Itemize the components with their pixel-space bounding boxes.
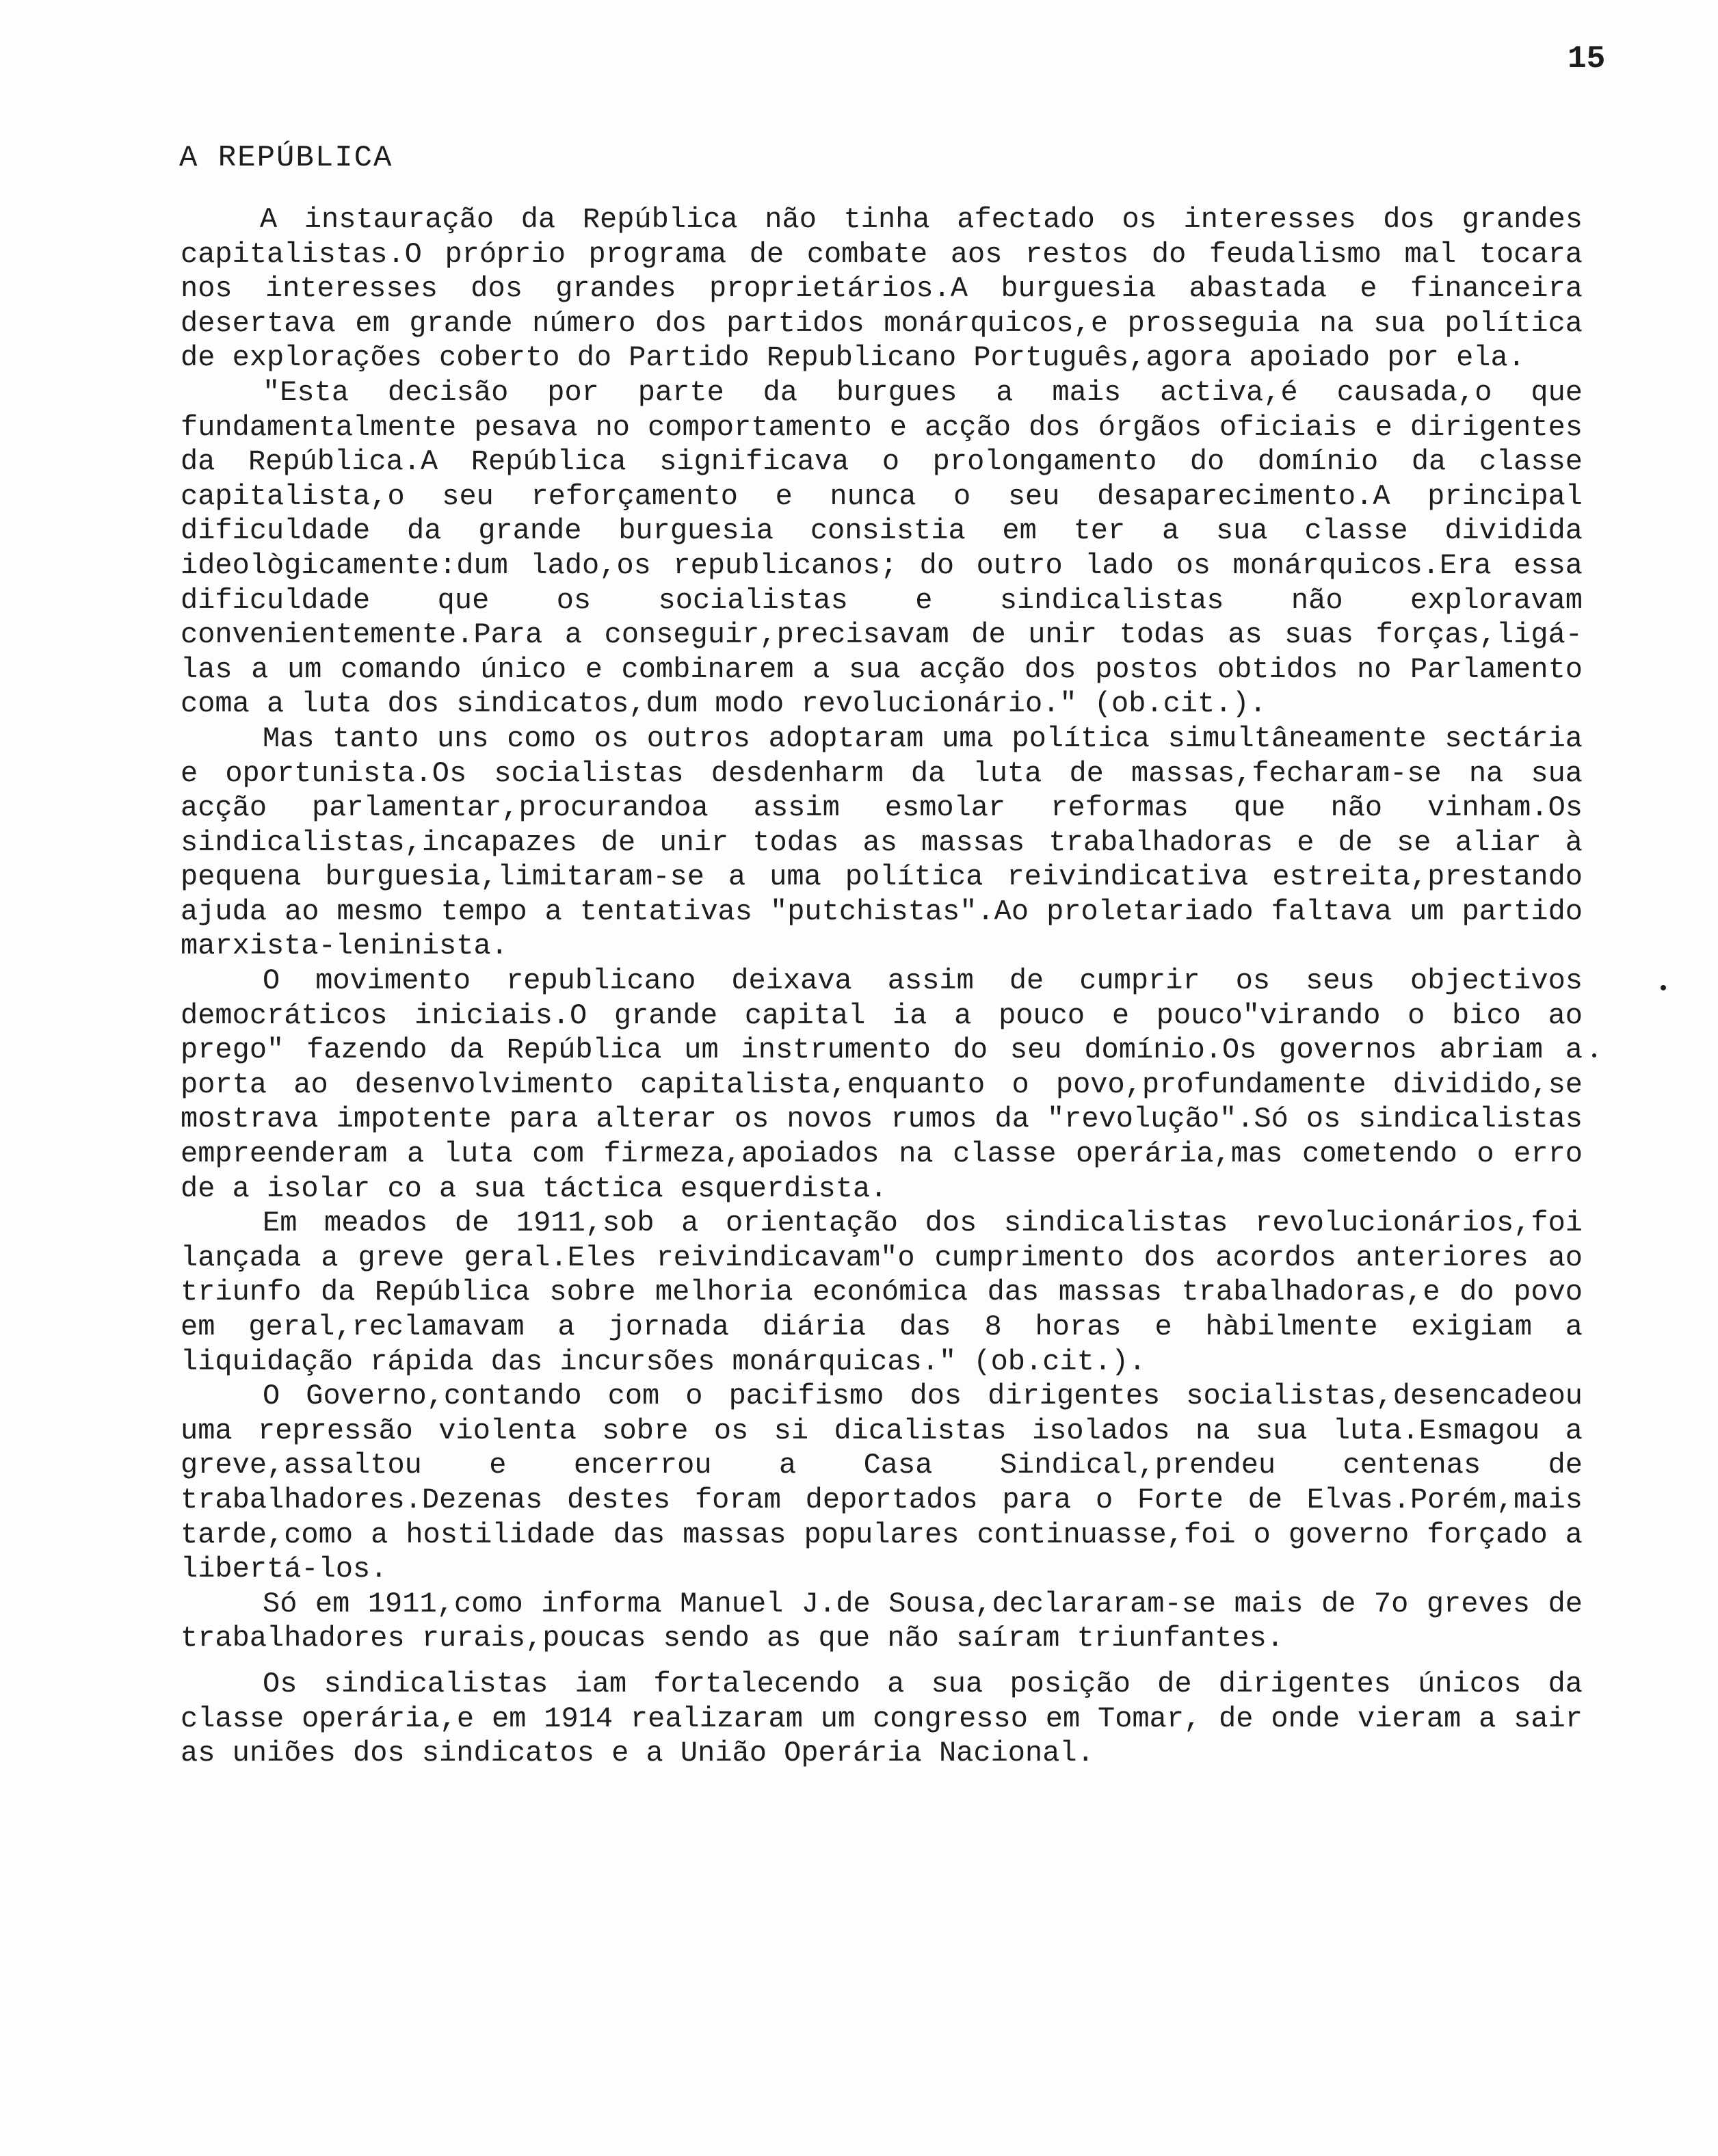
- paragraph: Em meados de 1911,sob a orientação dos sindicalistas revolucionários,foi lançada a greve geral.Eles reivindicavam"o cumprimento dos acordos anteriores ao triunfo da República sobre melhoria económica das massas trabalhadoras,e do povo em geral,reclamavam a jornada diária das 8 horas e hàbilmente exigiam a liquidação rápida das incursões monárquicas." (ob.cit.).: [181, 1207, 1583, 1378]
- paragraph: Os sindicalistas iam fortalecendo a sua posição de dirigentes únicos da classe operária,e em 1914 realizaram um congresso em Tomar, de onde vieram a sair as uniões dos sindicatos e a União Operária Nacional.: [181, 1667, 1583, 1770]
- paragraph: Só em 1911,como informa Manuel J.de Sousa,declararam-se mais de 7o greves de trabalhadores rurais,poucas sendo as que não saíram triunfantes.: [181, 1587, 1583, 1655]
- paragraph: Mas tanto uns como os outros adoptaram uma política simultâneamente sectária e oportunista.Os socialistas desdenharm da luta de massas,fecharam-se na sua acção parlamentar,procurandoa assim esmolar reformas que não vinham.Os sindicalistas,incapazes de unir todas as massas trabalhadoras e de se aliar à pequena burguesia,limitaram-se a uma política reivindicativa estreita,prestando ajuda ao mesmo tempo a tentativas "putchistas".Ao proletariado faltava um partido marxista-leninista.: [181, 722, 1583, 963]
- paragraph: O movimento republicano deixava assim de cumprir os seus objectivos democráticos iniciais.O grande capital ia a pouco e pouco"virando o bico ao prego" fazendo da República um instrumento do seu domínio.Os governos abriam a porta ao desenvolvimento capitalista,enquanto o povo,profundamente dividido,se mostrava impotente para alterar os novos rumos da "revolução".Só os sindicalistas empreenderam a luta com firmeza,apoiados na classe operária,mas cometendo o erro de a isolar co a sua táctica esquerdista.: [181, 964, 1583, 1205]
- section-heading: A REPÚBLICA: [179, 141, 393, 175]
- ink-speck: [1592, 1053, 1596, 1057]
- paragraph: A instauração da República não tinha afectado os interesses dos grandes capitalistas.O próprio programa de combate aos restos do feudalismo mal tocara nos interesses dos grandes proprietários.A burguesia abastada e financeira desertava em grande número dos partidos monárquicos,e prosseguia na sua política de explorações coberto do Partido Republicano Português,agora apoiado por ela.: [181, 203, 1583, 375]
- ink-speck: [1661, 985, 1666, 990]
- paragraph: O Governo,contando com o pacifismo dos dirigentes socialistas,desencadeou uma repressão violenta sobre os si dicalistas isolados na sua luta.Esmagou a greve,assaltou e encerrou a Casa Sindical,prendeu centenas de trabalhadores.Dezenas destes foram deportados para o Forte de Elvas.Porém,mais tarde,como a hostilidade das massas populares continuasse,foi o governo forçado a libertá-los.: [181, 1380, 1583, 1586]
- body-text: [181, 202, 1583, 1771]
- paragraph-quote: "Esta decisão por parte da burgues a mais activa,é causada,o que fundamentalmente pesava no comportamento e acção dos órgãos oficiais e dirigentes da República.A República significava o prolongamento do domínio da classe capitalista,o seu reforçamento e nunca o seu desaparecimento.A principal dificuldade da grande burguesia consistia em ter a sua classe dividida ideològicamente:dum lado,os republicanos; do outro lado os monárquicos.Era essa dificuldade que os socialistas e sindicalistas não exploravam convenientemente.Para a conseguir,precisavam de unir todas as suas forças,ligá-las a um comando único e combinarem a sua acção dos postos obtidos no Parlamento coma a luta dos sindicatos,dum modo revolucionário." (ob.cit.).: [181, 376, 1583, 721]
- page-number: 15: [1568, 41, 1606, 77]
